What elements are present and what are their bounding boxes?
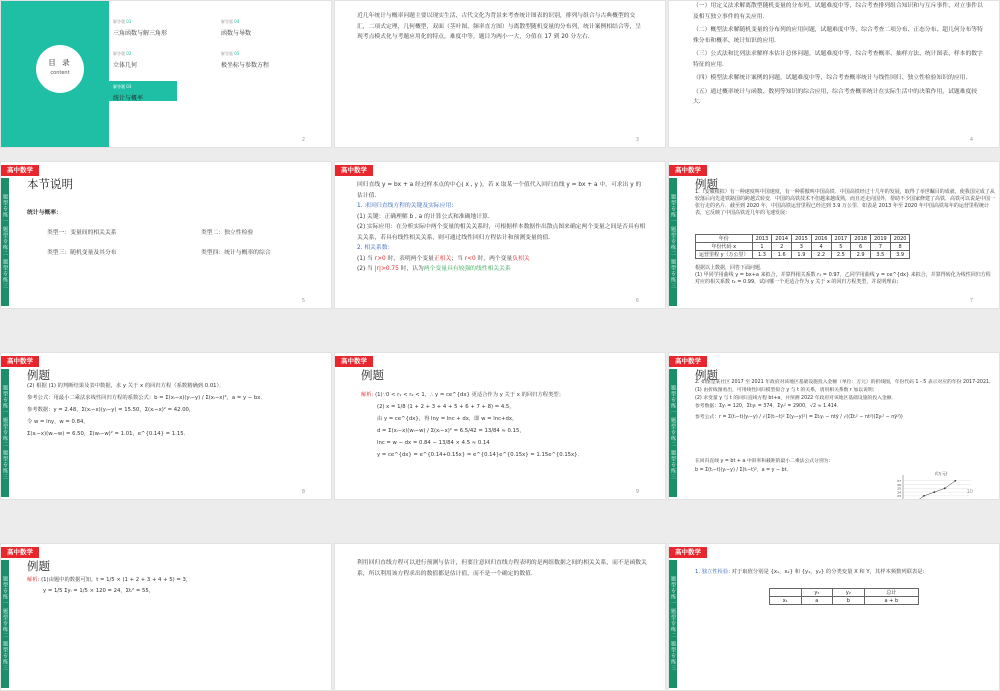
table-cell: 1.9 [792,251,812,259]
test-text [695,568,991,577]
text: (2) x = 1/8 (1 + 2 + 3 + 4 + 5 + 6 + 7 + 8) = 4.5， [377,404,515,410]
chart-series [913,480,957,500]
slide-title: 例题 [695,368,718,382]
page-number: 8 [301,489,305,495]
intro-text: 近几年统计与概率问题主要以现实生活、古代文化为背景来考查统计图表的识别，排列与组合与古典概型的交汇，二项式定理，几何概型，双面（茎叶图、频率直方图）与离散型随机变量的分布列，统计案例相结合等，呈现考点模式化与考题应用化的特点，难度中等，题目为两小一大，分值在 17 到 20 分左右． [357,13,642,40]
side-nav-label: 题型专练一 题型专练二 题型专练三 [670,385,676,481]
subject-tag: 高中数学 [335,356,373,367]
page-number: 9 [635,489,639,495]
text: 参考公式：r = Σ(tᵢ−t)(yᵢ−y) / √(Σ(tᵢ−t)² Σ(yᵢ−y)²) = Σtᵢyᵢ − ntȳ / √((Σtᵢ² − nt²)(Σyᵢ² − nȳ²)) [695,415,903,420]
toc-item-label: 函数与导数 [221,30,252,37]
text: 1. 独立性检验: [695,569,731,575]
toc-title: 目 录 [48,58,72,67]
example-text-2 [695,265,995,286]
side-nav-label: 题型专练一 题型专练二 题型专练三 [2,194,8,290]
table-cell: 5 [831,243,851,251]
side-nav[interactable] [1,369,9,497]
side-nav[interactable] [669,178,677,306]
table-cell: 运营里程 y（万公里） [696,251,753,259]
y-tick-label: 26 [897,482,901,487]
toc-item-4[interactable] [221,19,251,37]
text: 时，认为 [398,266,424,272]
toc-item-number: 03 [126,84,132,89]
text: 参考数据：Σyᵢ = 120，Σtᵢyᵢ = 374，Σyᵢ² = 2900，√2 ≈ 1.414． [695,404,842,409]
mileage-table [695,234,910,259]
subject-tag: 高中数学 [1,547,39,558]
text: |r|>0.75 [374,266,399,272]
table-cell: 2.2 [811,251,831,259]
text: 正相关 [433,255,452,262]
note-heading-2: 2. 相关系数： [357,245,394,251]
toc-item-number: 04 [234,19,240,24]
solution-text [27,575,327,597]
side-nav[interactable] [1,178,9,306]
text: r>0 [374,255,386,262]
slide-title: 例题 [27,559,50,573]
outline-item-5: （五）通过概率统计与函数、数列等知识的综合应用，综合考查概率统计在实际生活中的决策作用，试题难度较大． [693,88,978,105]
table-cell: 2016 [811,235,831,243]
side-nav-label: 题型专练一 题型专练二 题型专练三 [670,194,676,290]
text: (1) 甲同学用曲线 y = bx+a 来拟合，并算得相关系数 r₁ = 0.97，乙同学用曲线 y = ce^{dx} 来拟合，并算得转化为线性回归方程对应的相关系数 r₂ = 0.99，试问哪一个更适合作为 y 关于 x 的回归方程类型，并说明理由； [695,272,991,285]
toc-item-label: 立体几何 [113,62,138,69]
table-cell: y₂ [833,589,865,597]
text: (1) 当 [357,255,375,262]
note-line [357,264,647,275]
table-cell: 总计 [864,589,918,597]
note-line [357,254,647,265]
table-cell: 3 [792,243,812,251]
slide-example-2[interactable] [0,352,332,500]
y-tick-label: 22 [897,497,901,502]
data-point [944,487,946,489]
table-cell: b [833,597,865,605]
note-line: (2) 实际应用：在分析实际中两个变量的相关关系时，可根据样本数据作出散点图来确定两个变量之间是否具有相关关系，若具有线性相关关系，则可通过线性回归方程估计和预测变量的值． [357,224,646,241]
text: d = Σ(xᵢ−x)(wᵢ−w) / Σ(xᵢ−x)² = 6.5/42 = 13/84 ≈ 0.15， [377,428,525,434]
table-cell: 2.5 [831,251,851,259]
y-tick-label: 23 [897,494,901,499]
slide-toc[interactable] [0,0,332,148]
text: 参考数据：y = 2.48，Σ(xᵢ−x)(yᵢ−y) = 15.50，Σ(xᵢ−x)² = 42.00， [27,407,195,413]
text: b = Σ(tᵢ−t)(yᵢ−y) / Σ(tᵢ−t)²，a = y − bt． [695,468,792,473]
side-nav[interactable] [1,560,9,688]
outline-item-4: （四）模型法求解统计案例的问题，试题难度中等，综合考查概率统计与线性回归、独立性检验知识的应用． [693,75,972,81]
example-text: 1.（安徽模拟）有一种速度叫中国速度，有一种骄傲叫中国高铁．中国高铁经过十几年的发展，取得了举世瞩目的成就，使我国完成了从较落后向先进铁路国的跨越式转变．中国的高铁技术不但越来越成熟，而且还走向国外，帮助不少国家修建了高铁．高铁可以说是中国一张行走的名片．截至到 2020 年，中国高铁运营里程已经达到 3.9 万公里．如表是 2013 年至 2020 年中国高铁每年的运营里程统计表，它反映了中国高铁近几年的飞速发展： [695,189,996,216]
table-cell: a + b [864,597,918,605]
section-subtitle: 统计与概率： [27,210,62,216]
subject-tag: 高中数学 [335,165,373,176]
text: 时，表明两个变量 [385,255,434,262]
slide-example-1[interactable] [668,161,1000,309]
outline-item-3: （三）公式法和比列法求解样本估计总体问题，试题难度中等，综合考查概率、抽样方法、统计图表、样本的数字特征的应用． [693,51,983,68]
series-line [913,481,955,500]
page-number: 6 [635,298,639,304]
slide-solution-1[interactable] [334,352,666,500]
type-2: 类型二：独立性检验 [201,230,254,236]
toc-item-label: 极坐标与参数方程 [221,62,270,69]
table-cell: 2015 [792,235,812,243]
note-line: (1) 关键：正确理解 b , a 的计算公式和准确地计算． [357,213,494,220]
y-tick-label: 27 [897,478,901,483]
text: Σ(xᵢ−x)(wᵢ−w) = 6.50，Σ(wᵢ−w)² = 1.01，e^{0.14} = 1.15． [27,431,189,437]
table-cell: 8 [890,243,910,251]
table-cell: 7 [870,243,890,251]
toc-item-label: 三角函数与解三角形 [113,30,168,37]
toc-item-number: 05 [234,51,240,56]
table-cell: 年份 [696,235,753,243]
example-text [27,380,327,440]
page-number: 5 [301,298,305,304]
text: 根据以上数据，回答下面问题． [695,265,766,271]
table-row [770,589,919,597]
formula-text [695,457,885,475]
y-tick-label: 25 [897,486,901,491]
text [361,389,657,401]
text: (2) 求变量 y 与 t 的回归直线方程 bt+a，并预测 2022 年政府对该地区基础设施的投入金额． [695,396,897,401]
regression-notes [357,180,647,275]
toc-item-3[interactable] [113,84,143,102]
y-axis-unit: /(万元) [935,471,948,476]
toc-badge [36,45,84,93]
text: 令 w = lny，w = 0.84， [27,419,89,425]
text: (2) 当 [357,266,375,272]
text: y = 1/5 Σyᵢ = 1/5 × 120 = 24，Σtᵢ² = 55， [43,588,155,594]
slide-intro[interactable] [334,0,666,148]
subject-tag: 高中数学 [1,165,39,176]
solution-label: 解析: [361,392,374,398]
table-row [696,235,910,243]
page-number: 7 [969,298,973,304]
subject-tag: 高中数学 [669,356,707,367]
data-point [923,495,925,497]
table-cell: 1.6 [772,251,792,259]
table-row [696,251,910,259]
slide-example-3[interactable] [668,352,1000,519]
table-cell: 1.3 [752,251,772,259]
toc-item-5[interactable] [221,51,269,69]
text: r<0 [464,255,476,262]
page-number: 10 [966,489,973,495]
table-cell: 4 [811,243,831,251]
table-cell: 3.9 [890,251,910,259]
text: lnc = w − dx = 0.84 − 13/84 × 4.5 ≈ 0.14 [377,440,490,446]
text: (1) 由折线图看出，可用线性回归模型拟合 y 与 t 的关系，请用相关系数 r 加以说明； [695,388,878,393]
toc-item-kind: 解答题 [113,84,125,89]
table-cell: 2014 [772,235,792,243]
side-nav[interactable] [669,369,677,497]
subject-tag: 高中数学 [669,547,707,558]
subject-tag: 高中数学 [669,165,707,176]
side-nav-label: 题型专练一 题型专练二 题型专练三 [2,385,8,481]
slide-solution-2[interactable] [0,543,332,691]
type-3: 类型三：随机变量及其分布 [47,250,117,256]
slide-title: 例题 [695,177,718,191]
contingency-table [769,588,919,605]
investment-line-chart: 27262524232221201 2 3 4 5 6 /(万元) (年份代码) [891,471,987,500]
outline-item-1: （一）用定义法求解离散型随机变量的分布列，试题难度中等，综合考查排列组合知识和与互斥事件、对立事件以及相互独立事件的有关应用． [693,3,983,20]
text: 两个变量具有较强的线性相关关系 [423,266,511,272]
toc-item-number: 01 [126,19,132,24]
slide-title: 例题 [361,368,384,382]
text: y = ce^{dx} = e^{0.14+0.15x} = e^{0.14}e^{0.15x} = 1.15e^{0.15x}． [377,452,583,458]
toc-item-kind: 解答题 [113,19,125,24]
table-cell: 2019 [870,235,890,243]
table-cell: 3.5 [870,251,890,259]
chart-grid: 27262524232221201 2 3 4 5 6 [897,478,967,516]
toc-item-2[interactable] [113,51,137,69]
text: 由 y = ce^{dx}，得 lny = lnc + dx，即 w = lnc+dx， [377,416,518,422]
side-nav-label: 题型专练一 题型专练二 题型专练三 [2,576,8,672]
table-cell: y₁ [801,589,833,597]
table-cell: 2020 [890,235,910,243]
text: ；当 [451,255,465,262]
slide-section-intro[interactable] [0,161,332,309]
slide-outline[interactable] [668,0,1000,148]
toc-item-kind: 解答题 [221,51,233,56]
page-number: 4 [969,137,973,143]
solution-text [361,389,657,461]
text: (2) 根据 (1) 的判断结果及表中数据，求 y 关于 x 的回归方程（系数精确到 0.01）． [27,383,225,389]
table-cell: 2 [772,243,792,251]
example-text [695,379,995,422]
y-tick-label: 24 [897,490,901,495]
slide-title: 例题 [27,368,50,382]
type-1: 类型一：变量间的相关关系 [47,230,117,236]
text: (1)∵0 < r₁ < r₂ < 1，∴ y = ce^{dx} 更适合作为 y 关于 x 的回归方程类型； [375,392,564,398]
data-point [954,480,956,482]
subject-tag: 高中数学 [1,356,39,367]
type-4: 类型四：统计与概率的综合 [201,250,271,256]
table-cell: 2017 [831,235,851,243]
note-heading-1: 1. 求回归直线方程的关键及实际应用: [357,203,454,209]
table-cell: 2.9 [851,251,871,259]
text: 在回归直线 y = bt + a 中斜率和截距的最小二乘法公式分别为： [695,459,834,464]
page-number: 3 [635,137,639,143]
table-row [770,597,919,605]
table-row [696,243,910,251]
toc-item-kind: 解答题 [113,51,125,56]
slide-independence-test[interactable] [668,543,1000,691]
note-text: 利用回归直线方程可以进行预测与估计，但要注意回归直线方程表明的是两组数据之间的相关关系，而不是函数关系，所以利用该方程求出的数值都是估计值，而不是一个确定的数值． [357,560,647,577]
table-cell: 1 [752,243,772,251]
text: 时，两个变量 [475,255,513,262]
toc-item-label: 统计与概率 [113,95,144,102]
side-nav-label: 题型专练一 题型专练二 题型专练三 [670,576,676,672]
toc-item-number: 02 [126,51,132,56]
text [27,575,327,586]
table-cell: a [801,597,833,605]
table-cell: 6 [851,243,871,251]
data-point [933,491,935,493]
text: (1)由题中的数据可知，t = 1/5 × (1 + 2 + 3 + 4 + 5) = 3， [41,577,192,583]
solution-label: 解析: [27,577,40,583]
table-cell: 2018 [851,235,871,243]
toc-item-kind: 解答题 [221,19,233,24]
slide-title: 本节说明 [27,177,73,191]
side-nav[interactable] [669,560,677,688]
toc-item-1[interactable] [113,19,167,37]
table-cell: 年份代码 x [696,243,753,251]
text: 对于取值分别是 {x₁，x₂} 和 {y₁，y₂} 的分类变量 X 和 Y，其样本频数列联表是: [731,569,925,575]
outline-item-2: （二）概型法求解随机变量的分布列的应用问题，试题难度中等，综合考查二项分布、正态分布、超几何分布等特殊分布和概率、统计知识的应用． [693,27,983,44]
text: 负相关 [512,255,530,262]
toc-subtitle: content [50,70,70,76]
note-line: 回归直线 y = bx + a 经过样本点的中心( x , y )，若 x 取某一个值代入回归直线 y = bx + a 中，可求出 y 的估计值． [357,182,642,199]
page-number: 2 [301,137,305,143]
table-cell: x₁ [770,597,802,605]
text: 参考公式：用最小二乘法求线性回归方程的系数公式：b = Σ(xᵢ−x)(yᵢ−y) / Σ(xᵢ−x)²，a = y − bx． [27,395,266,401]
slide-regression-notes[interactable] [334,161,666,309]
text: 2. 如图是某社区 2017 至 2021 年政府对该地区基础设施投入金额（单位：万元）的折线图，年份代码 1 - 5 表示对应的年份 2017-2021． [695,380,994,385]
slide-regression-note-2[interactable] [334,543,666,691]
table-cell: 2013 [752,235,772,243]
outline-list [693,1,983,108]
table-cell [770,589,802,597]
